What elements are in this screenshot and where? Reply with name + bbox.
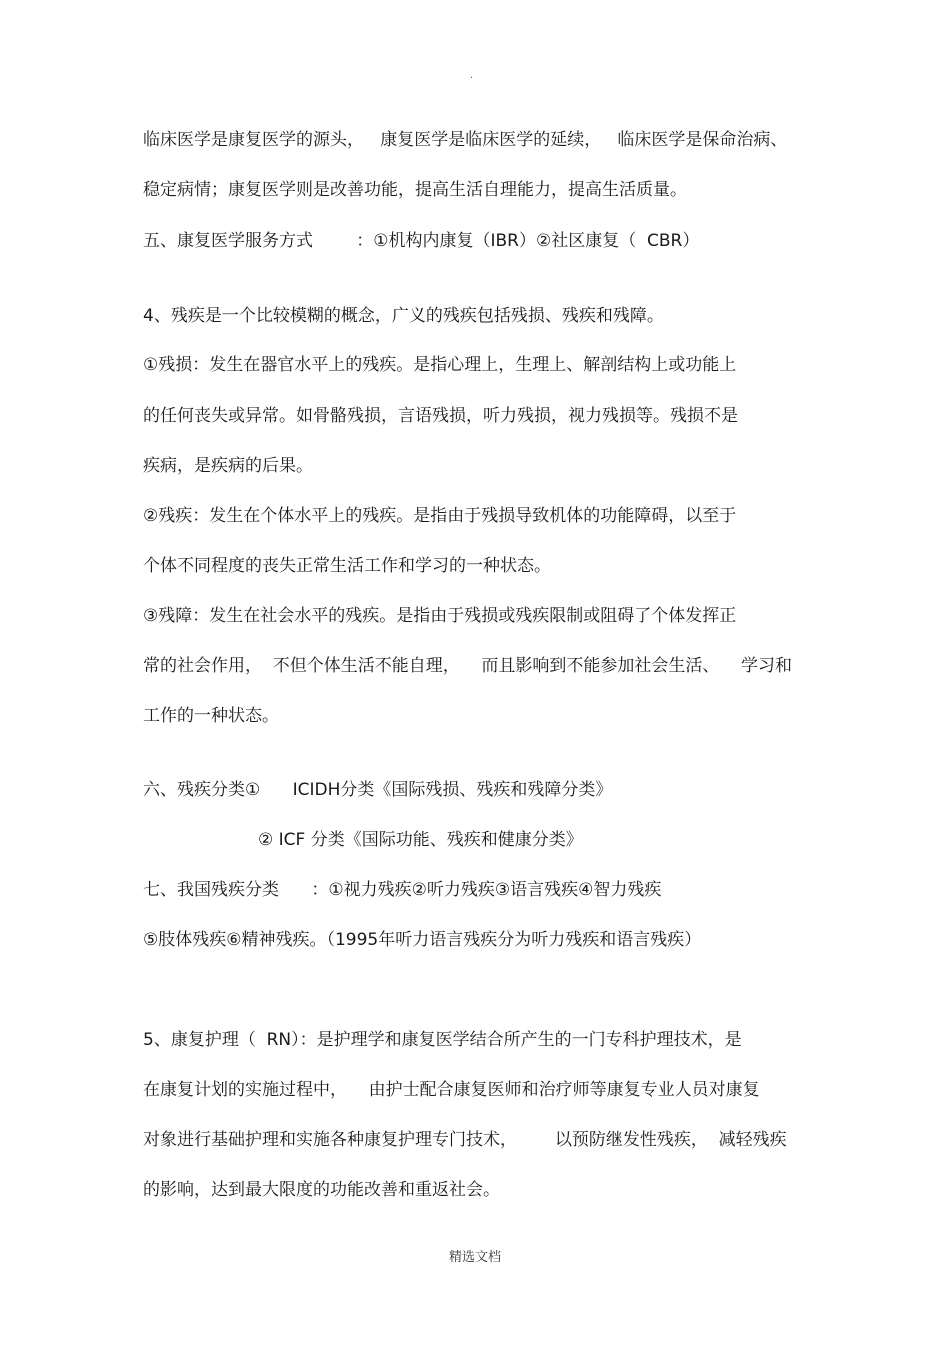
text-line: 5、康复护理（ RN）：是护理学和康复医学结合所产生的一门专科护理技术，是 <box>143 1030 742 1050</box>
text-line: 临床医学是康复医学的源头， 康复医学是临床医学的延续， 临床医学是保命治病、 <box>143 130 788 150</box>
text-line: ② ICF 分类《国际功能、残疾和健康分类》 <box>258 830 583 850</box>
text-line: 工作的一种状态。 <box>143 706 279 726</box>
text-line: ②残疾：发生在个体水平上的残疾。是指由于残损导致机体的功能障碍，以至于 <box>143 506 737 526</box>
page-footer: 精选文档 <box>448 1250 501 1265</box>
text-line: 稳定病情；康复医学则是改善功能，提高生活自理能力，提高生活质量。 <box>143 180 687 200</box>
section-heading: 五、康复医学服务方式 ：①机构内康复（IBR）②社区康复（ CBR） <box>143 231 700 251</box>
text-line: ①残损：发生在器官水平上的残疾。是指心理上，生理上、解剖结构上或功能上 <box>143 355 737 375</box>
text-line: 常的社会作用， 不但个体生活不能自理， 而且影响到不能参加社会生活、 学习和 <box>143 656 793 676</box>
section-heading: 七、我国残疾分类 ：①视力残疾②听力残疾③语言残疾④智力残疾 <box>143 880 662 900</box>
text-line: ⑤肢体残疾⑥精神残疾。（1995年听力语言残疾分为听力残疾和语言残疾） <box>143 930 702 950</box>
section-heading: 六、残疾分类① ICIDH分类《国际残损、残疾和残障分类》 <box>143 780 613 800</box>
text-line: 在康复计划的实施过程中， 由护士配合康复医师和治疗师等康复专业人员对康复 <box>143 1080 760 1100</box>
text-line: 疾病，是疾病的后果。 <box>143 456 313 476</box>
text-line: 的任何丧失或异常。如骨骼残损，言语残损，听力残损，视力残损等。残损不是 <box>143 406 738 426</box>
text-line: ③残障：发生在社会水平的残疾。是指由于残损或残疾限制或阻碍了个体发挥正 <box>143 606 737 626</box>
text-line: 个体不同程度的丧失正常生活工作和学习的一种状态。 <box>143 556 551 576</box>
text-line: 对象进行基础护理和实施各种康复护理专门技术， 以预防继发性残疾， 减轻残疾 <box>143 1130 787 1150</box>
header-dot: . <box>470 70 474 81</box>
text-line: 4、残疾是一个比较模糊的概念，广义的残疾包括残损、残疾和残障。 <box>143 306 664 326</box>
text-line: 的影响，达到最大限度的功能改善和重返社会。 <box>143 1180 500 1200</box>
